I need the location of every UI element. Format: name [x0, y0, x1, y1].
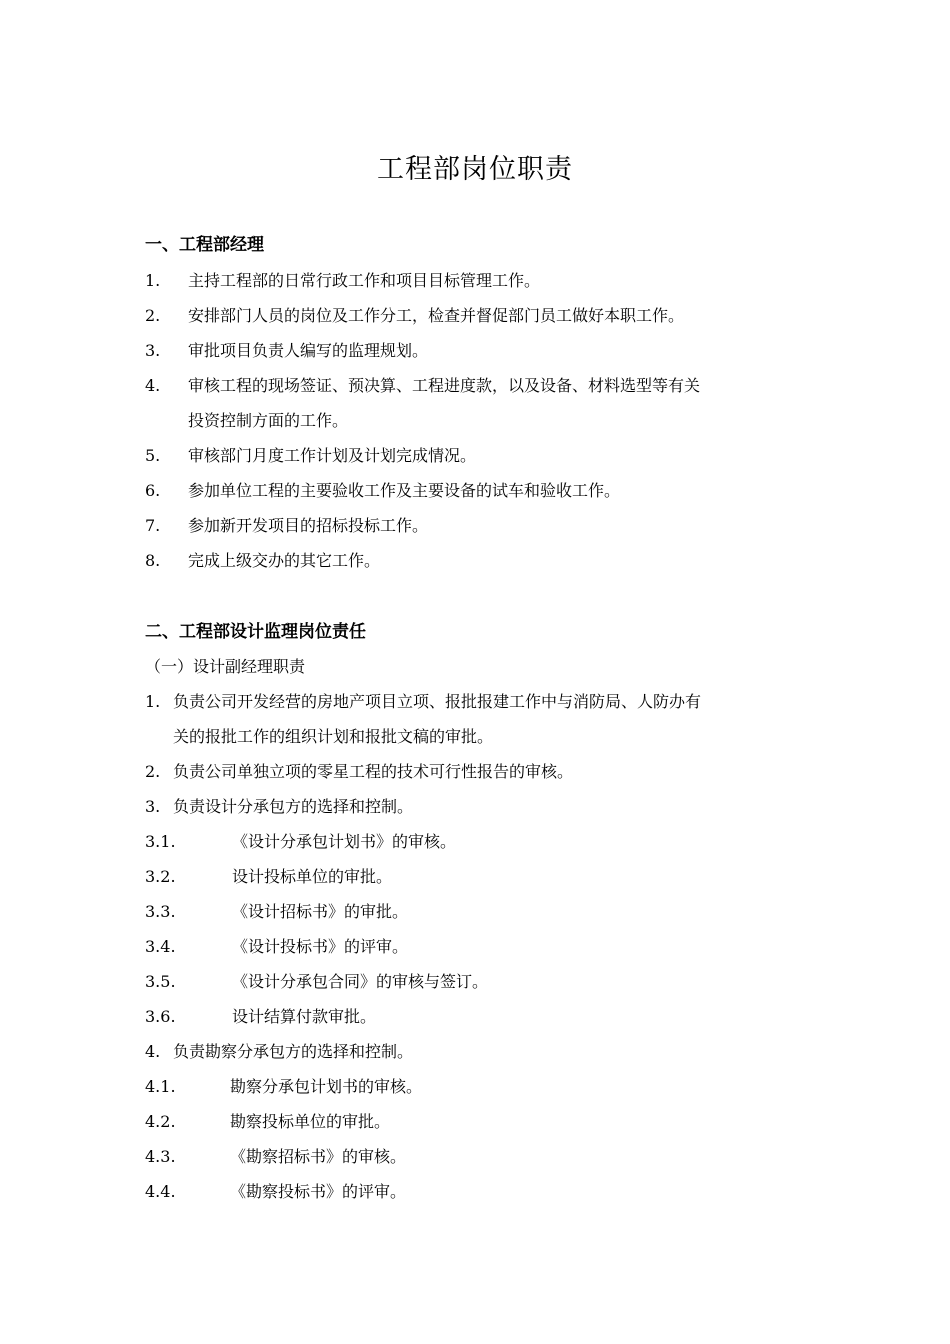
item-number: 3.5. [145, 972, 176, 991]
item-number: 3.2. [145, 867, 176, 886]
item-text: 负责公司开发经营的房地产项目立项、报批报建工作中与消防局、人防办有 [173, 692, 702, 711]
item-number: 7. [145, 516, 161, 535]
item-text: 设计投标单位的审批。 [232, 867, 393, 886]
subsection-heading-text: （一）设计副经理职责 [145, 657, 306, 676]
item-number: 3.3. [145, 902, 176, 921]
item-number: 3.6. [145, 1007, 176, 1026]
item-text: 审核部门月度工作计划及计划完成情况。 [188, 446, 477, 465]
item-text: 勘察投标单位的审批。 [230, 1112, 391, 1131]
item-text: 审批项目负责人编写的监理规划。 [188, 341, 429, 360]
item-number: 4. [145, 1042, 161, 1061]
item-text: 《设计分承包合同》的审核与签订。 [232, 972, 489, 991]
item-number: 4.3. [145, 1147, 176, 1166]
item-text-continuation: 关的报批工作的组织计划和报批文稿的审批。 [173, 727, 494, 746]
section-heading-manager: 一、工程部经理 [145, 235, 264, 255]
item-text: 完成上级交办的其它工作。 [188, 551, 381, 570]
item-number: 3. [145, 341, 161, 360]
item-text: 负责勘察分承包方的选择和控制。 [173, 1042, 414, 1061]
item-number: 3.4. [145, 937, 176, 956]
item-text: 参加新开发项目的招标投标工作。 [188, 516, 429, 535]
item-text: 《设计招标书》的审批。 [232, 902, 409, 921]
item-text: 《勘察投标书》的评审。 [230, 1182, 407, 1201]
item-number: 1. [145, 271, 161, 290]
item-number: 2. [145, 762, 161, 781]
item-text: 《设计投标书》的评审。 [232, 937, 409, 956]
item-number: 6. [145, 481, 161, 500]
item-text: 安排部门人员的岗位及工作分工，检查并督促部门员工做好本职工作。 [188, 306, 685, 325]
item-text: 《设计分承包计划书》的审核。 [232, 832, 457, 851]
item-number: 4.1. [145, 1077, 176, 1096]
item-number: 3.1. [145, 832, 176, 851]
item-text: 设计结算付款审批。 [232, 1007, 377, 1026]
item-text: 《勘察招标书》的审核。 [230, 1147, 407, 1166]
item-number: 1. [145, 692, 161, 711]
item-text: 审核工程的现场签证、预决算、工程进度款，以及设备、材料选型等有关 [188, 376, 701, 395]
item-number: 4.4. [145, 1182, 176, 1201]
item-number: 2. [145, 306, 161, 325]
item-text: 负责设计分承包方的选择和控制。 [173, 797, 414, 816]
document-title: 工程部岗位职责 [377, 154, 573, 185]
item-number: 5. [145, 446, 161, 465]
section-heading-design-supervision: 二、工程部设计监理岗位责任 [145, 622, 366, 642]
item-text: 参加单位工程的主要验收工作及主要设备的试车和验收工作。 [188, 481, 621, 500]
item-number: 3. [145, 797, 161, 816]
item-number: 8. [145, 551, 161, 570]
item-text: 负责公司单独立项的零星工程的技术可行性报告的审核。 [173, 762, 574, 781]
item-number: 4. [145, 376, 161, 395]
item-text: 勘察分承包计划书的审核。 [230, 1077, 423, 1096]
item-number: 4.2. [145, 1112, 176, 1131]
item-text-continuation: 投资控制方面的工作。 [188, 411, 349, 430]
item-text: 主持工程部的日常行政工作和项目目标管理工作。 [188, 271, 541, 290]
